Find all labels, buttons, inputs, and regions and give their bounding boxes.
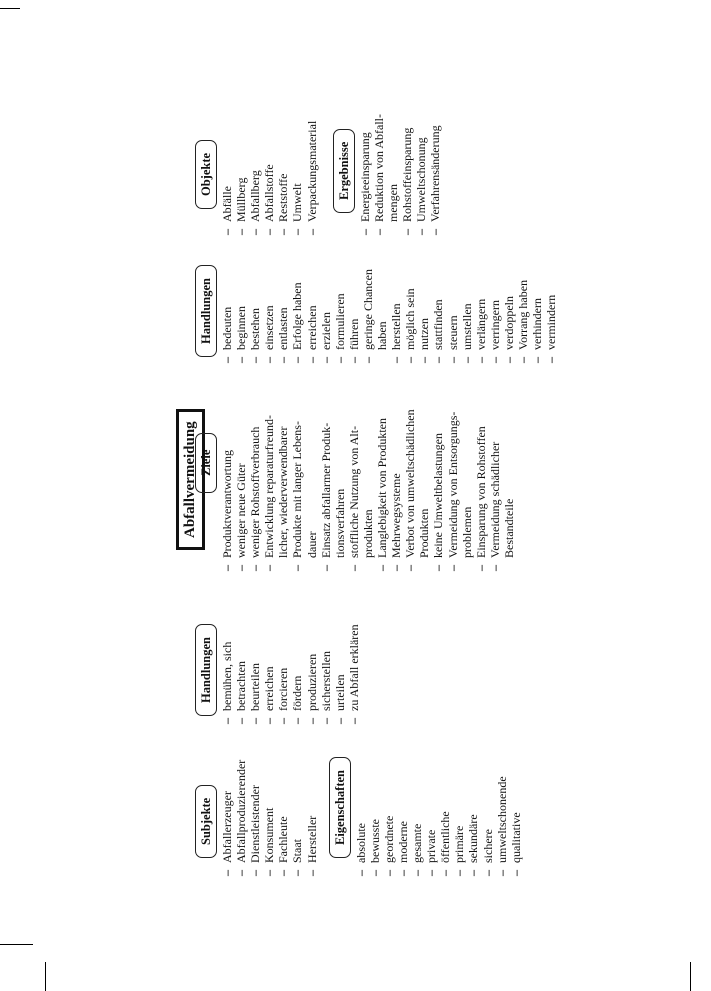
eigenschaften-item: [452, 757, 466, 876]
eigenschaften-item-line: – sichere: [480, 829, 495, 863]
handlungen2-item-line: – bedeuten: [220, 306, 234, 350]
objekte-item-line: – Abfallberg: [248, 170, 263, 222]
ziele-item-line: – Langlebigkeit von Produkten: [375, 418, 390, 558]
handlungen2-item-line: – verdoppeln: [501, 296, 516, 350]
handlungen2-item: [347, 265, 361, 363]
handlungen2-item-line: – möglich sein: [403, 288, 418, 350]
ziele-heading: Ziele: [195, 433, 217, 493]
eigenschaften-item-line: – qualitative: [508, 812, 523, 863]
eigenschaften-item-line: – bewusste: [367, 819, 382, 863]
ziele-item-line: – Produktverantwortung: [220, 450, 234, 558]
handlungen1-item-line: – forcieren: [276, 667, 291, 711]
subjekte-item-line: – Fachleute: [276, 816, 291, 863]
handlungen2-item: [544, 265, 558, 363]
eigenschaften-item: [424, 757, 438, 876]
handlungen2-column: [195, 265, 558, 363]
subjekte-item-line: – Konsument: [262, 807, 277, 863]
handlungen2-item-line: – formulieren: [332, 293, 347, 350]
handlungen2-item: [276, 265, 290, 363]
subjekte-item-line: – Staat: [290, 839, 305, 863]
handlungen1-item-line: – urteilen: [332, 674, 347, 711]
subjekte-item: [262, 757, 276, 876]
eigenschaften-item: [438, 757, 452, 876]
handlungen2-item: [446, 265, 460, 363]
handlungen1-column: [195, 624, 361, 724]
ziele-item-line: – Verbot von umweltschädlichen: [403, 409, 418, 558]
ergebnisse-heading: Ergebnisse: [333, 129, 355, 213]
handlungen2-item-line: – verhindern: [530, 298, 545, 350]
ziele-item: [488, 409, 516, 571]
handlungen2-item: [220, 265, 234, 363]
objekte-item-line: – Verpackungsmaterial: [304, 120, 319, 222]
objekte-item: [220, 114, 234, 235]
ziele-item: [248, 409, 262, 571]
handlungen2-item-line: – bestehen: [248, 308, 263, 350]
ziele-item-line: Bestandteile: [501, 498, 516, 558]
ziele-column: [195, 409, 516, 571]
handlungen2-item-line: – verlängern: [473, 298, 488, 350]
ziele-item-line: licher, wiederverwendbarer: [276, 426, 291, 558]
handlungen2-item: [234, 265, 248, 363]
objekte-item-line: – Müllberg: [234, 177, 249, 222]
eigenschaften-item-line: – moderne: [395, 821, 410, 863]
handlungen1-item: [276, 624, 290, 724]
objekte-item: [276, 114, 290, 235]
ergebnisse-item: [358, 114, 372, 235]
handlungen1-item: [347, 624, 361, 724]
handlungen2-item: [488, 265, 502, 363]
handlungen2-item: [389, 265, 403, 363]
ziele-item: [375, 409, 389, 571]
ziele-item: [290, 409, 318, 571]
handlungen2-item-line: – Vorrang haben: [515, 279, 530, 350]
eigenschaften-heading: Eigenschaften: [329, 757, 351, 858]
eigenschaften-item: [396, 757, 410, 876]
eigenschaften-item-line: – umweltschonende: [494, 776, 509, 863]
ergebnisse-item-line: – Rohstoffeinsparung: [399, 127, 414, 222]
rotated-mindmap: [182, 114, 559, 876]
objekte-item: [234, 114, 248, 235]
crop-mark-right: [690, 962, 691, 991]
eigenschaften-item-line: – geordnete: [381, 815, 396, 863]
objekte-item-line: – Abfallstoffe: [262, 164, 277, 222]
ziele-item: [319, 409, 347, 571]
ziele-item-line: – Einsatz abfallarmer Produk-: [318, 422, 333, 558]
ziele-item-line: tionsverfahren: [332, 488, 347, 558]
eigenschaften-item: [382, 757, 396, 876]
ziele-item: [347, 409, 375, 571]
handlungen1-item-line: – beurteilen: [248, 663, 263, 711]
eigenschaften-item: [354, 757, 368, 876]
ziele-item-line: – weniger neue Güter: [234, 463, 249, 558]
subjekte-item-line: – Abfallproduzierender: [234, 759, 249, 863]
objekte-item: [262, 114, 276, 235]
handlungen2-item: [474, 265, 488, 363]
ziele-item-line: – Einsparung von Rohstoffen: [473, 426, 488, 558]
ergebnisse-item: [372, 114, 400, 235]
ziele-item-line: – Mehrwegsysteme: [389, 473, 404, 558]
handlungen2-item: [361, 265, 389, 363]
ziele-item: [262, 409, 290, 571]
eigenschaften-item: [466, 757, 480, 876]
main-title: Abfallvermeidung: [176, 409, 205, 550]
handlungen2-list: [220, 265, 558, 363]
eigenschaften-item: [481, 757, 495, 876]
handlungen2-item-line: – einsetzen: [262, 305, 277, 350]
ziele-item-line: – Entwicklung reparaturfreund-: [262, 415, 277, 558]
handlungen2-item: [333, 265, 347, 363]
handlungen2-item-line: – vermindern: [544, 294, 559, 350]
handlungen2-item-line: – geringe Chancen: [360, 269, 375, 350]
handlungen2-item: [460, 265, 474, 363]
subjekte-heading: Subjekte: [195, 785, 217, 858]
subjekte-item: [290, 757, 304, 876]
ergebnisse-item: [400, 114, 414, 235]
ergebnisse-item-line: mengen: [385, 184, 400, 222]
handlungen2-item-line: – erzielen: [318, 312, 333, 350]
handlungen2-item: [319, 265, 333, 363]
crop-mark-left: [45, 962, 46, 991]
subjekte-item-line: – Abfallerzeuger: [220, 791, 234, 863]
handlungen2-item-line: – entlasten: [276, 307, 291, 350]
ziele-item-line: produkten: [360, 509, 375, 558]
eigenschaften-item-line: – gesamte: [410, 823, 425, 863]
eigenschaften-item-line: – primäre: [452, 825, 467, 863]
ergebnisse-item-line: – Reduktion von Abfall-: [371, 114, 386, 222]
objekte-item: [290, 114, 304, 235]
ziele-item: [474, 409, 488, 571]
ziele-item-line: – keine Umweltbelastungen: [431, 433, 446, 558]
handlungen1-item-line: – fördern: [290, 675, 305, 711]
handlungen2-heading: Handlungen: [195, 265, 217, 357]
ziele-item: [389, 409, 403, 571]
ziele-item-line: Produkten: [417, 508, 432, 558]
objekte-item-line: – Abfälle: [220, 186, 234, 222]
handlungen1-item-line: – zu Abfall erklären: [346, 624, 361, 711]
handlungen2-item: [530, 265, 544, 363]
handlungen1-item: [262, 624, 276, 724]
handlungen2-item: [305, 265, 319, 363]
ziele-item-line: – Vermeidung von Entsorgungs-: [445, 411, 460, 558]
handlungen2-item: [290, 265, 304, 363]
ergebnisse-list: [358, 114, 443, 235]
handlungen1-item-line: – produzieren: [304, 653, 319, 711]
handlungen2-item: [502, 265, 516, 363]
ziele-item-line: – Vermeidung schädlicher: [487, 441, 502, 558]
handlungen2-item: [262, 265, 276, 363]
handlungen2-item-line: – verringern: [487, 300, 502, 350]
handlungen1-item: [333, 624, 347, 724]
eigenschaften-item: [410, 757, 424, 876]
ziele-item-line: – stoffliche Nutzung von Alt-: [346, 425, 361, 558]
handlungen2-item-line: – erreichen: [304, 305, 319, 350]
handlungen2-item: [403, 265, 417, 363]
handlungen1-item: [234, 624, 248, 724]
handlungen2-item: [248, 265, 262, 363]
objekte-item-line: – Umwelt: [290, 183, 305, 222]
ziele-item: [431, 409, 445, 571]
handlungen1-item-line: – erreichen: [262, 666, 277, 711]
subjekte-item: [248, 757, 262, 876]
ergebnisse-item: [414, 114, 428, 235]
crop-mark-top: [0, 8, 20, 9]
ziele-item: [220, 409, 234, 571]
subjekte-item-line: – Dienstleistender: [248, 785, 263, 863]
handlungen2-item-line: – umstellen: [459, 303, 474, 350]
handlungen2-item: [417, 265, 431, 363]
eigenschaften-item: [495, 757, 509, 876]
eigenschaften-item-line: – öffentliche: [438, 811, 453, 863]
handlungen2-item: [516, 265, 530, 363]
eigenschaften-item-line: – private: [424, 829, 439, 863]
ergebnisse-item-line: – Energieeinsparung: [357, 132, 372, 222]
ziele-list: [220, 409, 516, 571]
handlungen2-item-line: haben: [375, 321, 390, 350]
handlungen1-item: [248, 624, 262, 724]
ziele-item-line: problemen: [459, 506, 474, 558]
handlungen2-item-line: – beginnen: [234, 306, 249, 350]
ziele-item: [234, 409, 248, 571]
subjekte-item: [276, 757, 290, 876]
ziele-item-line: dauer: [304, 531, 319, 558]
subjekte-item: [305, 757, 319, 876]
handlungen2-item-line: – führen: [346, 318, 361, 350]
ergebnisse-item: [428, 114, 442, 235]
handlungen2-item-line: – Erfolge haben: [290, 282, 305, 350]
objekte-item-line: – Reststoffe: [276, 173, 291, 222]
eigenschaften-item: [509, 757, 523, 876]
objekte-heading: Objekte: [195, 140, 217, 209]
crop-mark-bottom: [0, 944, 33, 945]
objekte-list: [220, 114, 319, 235]
ziele-item: [446, 409, 474, 571]
ergebnisse-item-line: – Umweltschonung: [414, 137, 429, 222]
ziele-item-line: – weniger Rohstoffverbrauch: [248, 426, 263, 558]
objekte-column: [195, 114, 442, 235]
handlungen1-item: [319, 624, 333, 724]
handlungen1-item: [305, 624, 319, 724]
handlungen2-item-line: – herstellen: [389, 303, 404, 350]
handlungen2-item-line: – steuern: [445, 315, 460, 350]
handlungen1-item: [290, 624, 304, 724]
ziele-item-line: – Produkte mit langer Lebens-: [290, 421, 305, 558]
eigenschaften-item-line: – absolute: [353, 823, 368, 863]
eigenschaften-item-line: – sekundäre: [466, 814, 481, 863]
handlungen1-list: [220, 624, 361, 724]
subjekte-list: [220, 757, 319, 876]
handlungen1-item-line: – sicherstellen: [318, 651, 333, 711]
objekte-item: [248, 114, 262, 235]
handlungen1-item-line: – betrachten: [234, 661, 249, 711]
handlungen1-heading: Handlungen: [195, 624, 217, 716]
eigenschaften-item: [368, 757, 382, 876]
subjekte-item-line: – Hersteller: [304, 815, 319, 863]
subjekte-item: [220, 757, 234, 876]
handlungen2-item-line: – stattfinden: [431, 299, 446, 350]
objekte-item: [305, 114, 319, 235]
ergebnisse-item-line: – Verfahrensänderung: [428, 125, 443, 222]
ziele-item: [403, 409, 431, 571]
subjekte-item: [234, 757, 248, 876]
subjekte-column: [195, 757, 523, 876]
handlungen2-item-line: – nutzen: [417, 318, 432, 350]
handlungen1-item: [220, 624, 234, 724]
eigenschaften-list: [354, 757, 523, 876]
handlungen2-item: [431, 265, 445, 363]
handlungen1-item-line: – bemühen, sich: [220, 641, 234, 711]
